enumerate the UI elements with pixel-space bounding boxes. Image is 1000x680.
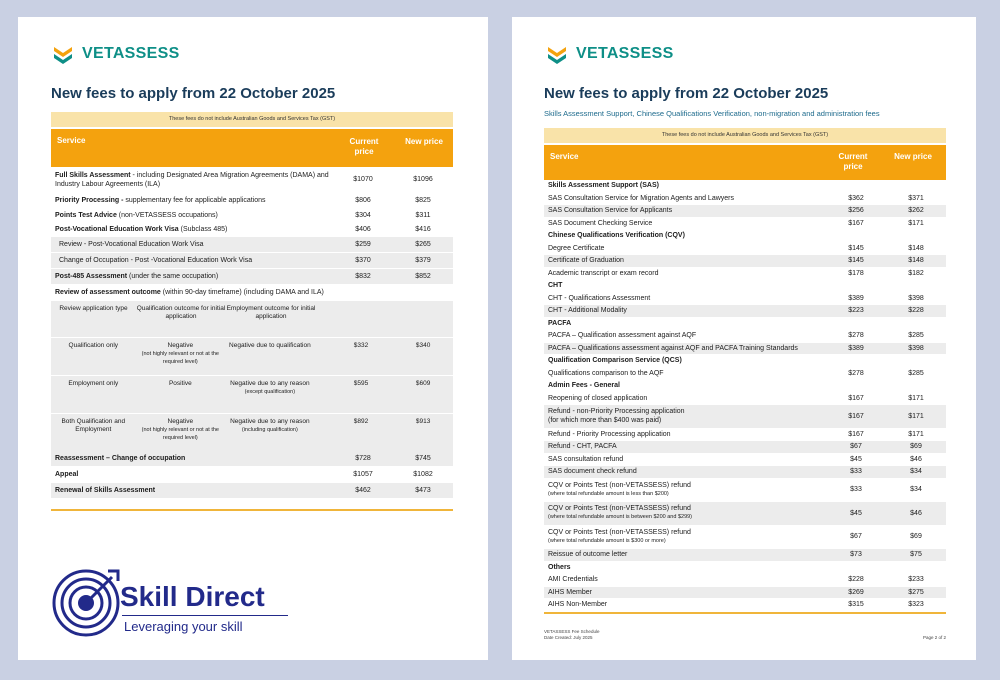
review-type: Both Qualification and Employment [61, 418, 126, 433]
skill-direct-rule [122, 615, 288, 616]
row-service-bold: Post-Vocational Education Work Visa [55, 226, 179, 233]
logo-text: VETASSESS [576, 45, 674, 62]
row-new-price: $371 [908, 194, 924, 202]
row-new-price: $825 [415, 196, 431, 204]
table-bottom-rule [544, 612, 946, 614]
review-employment [225, 342, 315, 375]
row-service: Appeal [55, 471, 79, 478]
row-current-price: $167 [848, 219, 864, 227]
row-service-note: (for which more than $400 was paid) [548, 417, 662, 425]
row-service [544, 244, 826, 253]
document-page-1 [18, 17, 488, 660]
row-new-price: $473 [415, 487, 431, 494]
fee-table-page-1 [51, 167, 453, 499]
row-service: Reassessment – Change of occupation [55, 455, 186, 462]
header-new-price: New price [405, 137, 443, 146]
row-new-price: $148 [908, 244, 924, 252]
review-employment-note: (including qualification) [241, 427, 298, 433]
table-group-row [544, 380, 946, 393]
row-new-price: $171 [908, 412, 924, 420]
row-current-price: $33 [850, 486, 862, 494]
row-service-note: (where total refundable amount is between $200 and $299) [548, 514, 693, 521]
row-new-price: $285 [908, 369, 924, 377]
row-service-text: Refund - non-Priority Processing application [548, 408, 685, 416]
row-new-price: $75 [910, 551, 922, 559]
row-service [51, 288, 333, 297]
row-service-text: CHT - Qualifications Assessment [548, 294, 651, 302]
review-current-price: $332 [353, 342, 369, 349]
row-new-price: $852 [415, 273, 431, 280]
review-new-price: $609 [415, 380, 431, 387]
table-row [51, 237, 453, 253]
vetassess-logo [52, 43, 180, 65]
row-current-price: $406 [355, 226, 371, 233]
row-service: Renewal of Skills Assessment [55, 487, 156, 494]
row-service-text: CQV or Points Test (non-VETASSESS) refund [548, 481, 691, 489]
table-row [544, 587, 946, 600]
review-new-price: $340 [415, 342, 431, 349]
row-service-bold: Points Test Advice [55, 211, 117, 219]
review-employment-outcome: Negative due to qualification [229, 342, 311, 349]
review-header-2: Qualification outcome for initial application [136, 305, 226, 320]
review-type: Qualification only [68, 342, 119, 349]
row-service-text: Change of Occupation - Post -Vocational Education Work Visa [59, 257, 253, 264]
row-service-bold: Review of assessment outcome [55, 289, 161, 296]
group-title: Others [548, 563, 571, 571]
review-employment [225, 380, 315, 413]
row-service-bold: Post-485 Assessment [55, 273, 128, 280]
page-title: New fees to apply from 22 October 2025 [544, 85, 829, 102]
row-service-text: SAS Document Checking Service [548, 219, 653, 227]
table-row [544, 193, 946, 206]
row-service-text: - including Designated Area Migration Agreements (DAMA) and Industry Labour Agreements (ILA) [55, 171, 329, 188]
review-qualification [136, 418, 226, 451]
row-current-price: $1070 [353, 176, 373, 183]
row-service-text: SAS document check refund [548, 468, 637, 476]
row-service-text: Refund - CHT, PACFA [548, 443, 617, 451]
row-current-price: $832 [355, 273, 371, 280]
row-current-price: $45 [850, 509, 862, 517]
table-row [544, 393, 946, 406]
fee-table-page-2 [544, 180, 946, 614]
row-service-note: (where total refundable amount is less than $200) [548, 490, 669, 497]
table-row [51, 223, 453, 237]
row-service [544, 430, 826, 439]
table-row [544, 429, 946, 442]
row-service-text: SAS consultation refund [548, 455, 624, 463]
row-service [544, 219, 826, 228]
table-row [544, 343, 946, 356]
table-row [544, 441, 946, 454]
table-row [544, 502, 946, 526]
table-row [51, 285, 453, 301]
row-current-price: $462 [355, 487, 371, 494]
review-employment-outcome: Negative due to any reason [230, 380, 310, 387]
row-service-text: Refund - Priority Processing application [548, 430, 671, 438]
row-service [544, 504, 826, 522]
row-service [544, 600, 826, 609]
row-service-text: Degree Certificate [548, 244, 605, 252]
row-current-price: $1057 [353, 471, 373, 478]
row-new-price: $398 [908, 294, 924, 302]
row-new-price: $1096 [413, 176, 433, 183]
row-service-text: SAS Consultation Service for Applicants [548, 207, 673, 215]
row-current-price: $278 [848, 369, 864, 377]
table-row [544, 268, 946, 281]
review-qualification-outcome: Positive [168, 380, 192, 387]
row-new-price: $233 [908, 576, 924, 584]
row-service-text: Review - Post-Vocational Education Work Visa [59, 241, 204, 248]
review-subheader [51, 301, 453, 337]
row-current-price: $33 [850, 468, 862, 476]
vetassess-logo [546, 43, 674, 65]
review-qualification [136, 380, 226, 413]
row-service-text: Qualifications comparison to the AQF [548, 369, 664, 377]
row-service-text: (within 90-day timeframe) (including DAMA and ILA) [160, 289, 324, 296]
row-current-price: $806 [355, 196, 371, 204]
row-current-price: $167 [848, 412, 864, 420]
footer-date: Date Created: July 2025 [544, 635, 593, 640]
review-qualification-outcome: Negative [167, 418, 194, 425]
row-service [51, 256, 333, 265]
row-new-price: $171 [908, 394, 924, 402]
row-current-price: $370 [355, 257, 371, 264]
row-service-text: (under the same occupation) [127, 273, 219, 280]
row-service [544, 306, 826, 315]
table-row [51, 451, 453, 467]
header-service: Service [57, 136, 86, 145]
table-row [544, 599, 946, 612]
row-service [544, 481, 826, 499]
review-current-price: $595 [353, 380, 369, 387]
table-group-row [544, 180, 946, 193]
table-group-row [544, 280, 946, 293]
row-new-price: $171 [908, 430, 924, 438]
table-group-row [544, 318, 946, 331]
row-new-price: $262 [908, 207, 924, 215]
row-current-price: $278 [848, 332, 864, 340]
row-service-text: (non-VETASSESS occupations) [116, 211, 218, 219]
row-new-price: $34 [910, 486, 922, 494]
row-new-price: $745 [415, 455, 431, 462]
row-new-price: $228 [908, 307, 924, 315]
footer-left [544, 629, 599, 641]
row-current-price: $389 [848, 344, 864, 352]
review-employment-outcome: Negative due to any reason [230, 418, 310, 425]
table-group-row [544, 230, 946, 243]
review-new-price: $913 [415, 418, 431, 425]
group-title: Skills Assessment Support (SAS) [548, 182, 659, 190]
table-header [544, 145, 946, 180]
header-current-price: Current price [349, 137, 379, 156]
row-current-price: $145 [848, 244, 864, 252]
row-new-price: $148 [908, 257, 924, 265]
table-row [51, 467, 453, 483]
row-service-text: CHT - Additional Modality [548, 307, 627, 315]
row-service-text: AIHS Member [548, 588, 592, 596]
review-employment [225, 418, 315, 451]
row-service-text: PACFA – Qualifications assessment against AQF and PACFA Training Standards [548, 344, 798, 352]
group-title: Admin Fees - General [548, 382, 620, 390]
row-service-text: (Subclass 485) [178, 226, 228, 233]
table-row [544, 549, 946, 562]
logo-text: VETASSESS [82, 45, 180, 62]
table-row [544, 205, 946, 218]
review-qualification-outcome: Negative [167, 342, 194, 349]
row-new-price: $1082 [413, 471, 433, 478]
row-new-price: $416 [415, 226, 431, 233]
table-bottom-rule [51, 509, 453, 511]
row-service [51, 225, 333, 234]
row-service [544, 206, 826, 215]
row-service [544, 394, 826, 403]
review-type: Employment only [68, 380, 119, 387]
table-row [544, 574, 946, 587]
row-current-price: $315 [848, 601, 864, 609]
review-header-3: Employment outcome for initial application [226, 305, 316, 320]
row-service [544, 407, 826, 425]
row-service [51, 272, 333, 281]
gst-note: These fees do not include Australian Goods and Services Tax (GST) [51, 112, 453, 127]
group-title: Chinese Qualifications Verification (CQV) [548, 232, 685, 240]
row-current-price: $167 [848, 394, 864, 402]
table-group-row [544, 355, 946, 368]
table-row [51, 167, 453, 193]
table-row [51, 269, 453, 285]
row-service [544, 269, 826, 278]
row-current-price: $728 [355, 455, 371, 462]
row-current-price: $145 [848, 257, 864, 265]
table-row [544, 368, 946, 381]
review-row [51, 375, 453, 413]
row-new-price: $275 [908, 588, 924, 596]
row-service-text: Academic transcript or exam record [548, 269, 659, 277]
row-service-text: Reissue of outcome letter [548, 551, 628, 559]
review-current-price: $892 [353, 418, 369, 425]
row-current-price: $73 [850, 551, 862, 559]
row-service [544, 369, 826, 378]
row-new-price: $46 [910, 509, 922, 517]
row-new-price: $69 [910, 443, 922, 451]
header-current-price: Current price [838, 152, 868, 171]
row-service [544, 550, 826, 559]
row-new-price: $46 [910, 455, 922, 463]
row-service [51, 196, 333, 205]
row-service [544, 294, 826, 303]
row-service [544, 467, 826, 476]
table-row [544, 293, 946, 306]
vetassess-chevron-icon [52, 43, 74, 65]
table-row [544, 466, 946, 479]
header-service: Service [550, 152, 579, 161]
row-service [51, 240, 333, 249]
review-header-1: Review application type [59, 305, 128, 312]
skill-direct-text [52, 565, 292, 645]
row-service [51, 211, 333, 220]
table-row [544, 255, 946, 268]
row-new-price: $171 [908, 219, 924, 227]
row-service [544, 588, 826, 597]
row-current-price: $223 [848, 307, 864, 315]
row-service [544, 331, 826, 340]
row-service-text: AMI Credentials [548, 576, 598, 584]
row-service [544, 256, 826, 265]
table-row [544, 243, 946, 256]
row-current-price: $256 [848, 207, 864, 215]
row-current-price: $389 [848, 294, 864, 302]
table-header [51, 129, 453, 167]
row-service [544, 194, 826, 203]
row-current-price: $259 [355, 241, 371, 248]
row-new-price: $265 [415, 241, 431, 248]
review-employment-note: (except qualification) [244, 389, 296, 395]
row-service-text: supplementary fee for applicable applications [123, 196, 266, 204]
table-row [51, 193, 453, 208]
table-row [544, 526, 946, 550]
row-current-price: $45 [850, 455, 862, 463]
row-current-price: $362 [848, 194, 864, 202]
row-new-price: $323 [908, 601, 924, 609]
table-row [544, 330, 946, 343]
review-qualification-note: (not highly relevant or not at the required level) [141, 351, 219, 365]
row-current-price: $67 [850, 443, 862, 451]
row-service-text: Reopening of closed application [548, 394, 648, 402]
row-new-price: $182 [908, 269, 924, 277]
document-page-2 [512, 17, 976, 660]
row-service-text: AIHS Non-Member [548, 601, 608, 609]
row-new-price: $379 [415, 257, 431, 264]
row-service-text: CQV or Points Test (non-VETASSESS) refund [548, 528, 691, 536]
row-service [544, 442, 826, 451]
gst-note: These fees do not include Australian Goods and Services Tax (GST) [544, 128, 946, 143]
row-current-price: $167 [848, 430, 864, 438]
row-service [544, 528, 826, 546]
row-service-text: Certificate of Graduation [548, 257, 624, 265]
row-service [544, 575, 826, 584]
row-service [51, 171, 333, 189]
row-service-note: (where total refundable amount is $300 or more) [548, 537, 666, 544]
table-row [544, 218, 946, 231]
row-current-price: $304 [355, 211, 371, 219]
table-row [51, 253, 453, 269]
table-row [544, 405, 946, 429]
row-new-price: $398 [908, 344, 924, 352]
row-service-text: PACFA – Qualification assessment against AQF [548, 332, 697, 340]
header-new-price: New price [894, 152, 932, 161]
row-service [544, 344, 826, 353]
review-row [51, 413, 453, 451]
table-row [544, 454, 946, 467]
row-current-price: $67 [850, 533, 862, 541]
row-service-bold: Full Skills Assessment [55, 171, 131, 179]
row-service [544, 455, 826, 464]
review-qualification [136, 342, 226, 375]
table-row [51, 483, 453, 499]
group-title: Qualification Comparison Service (QCS) [548, 357, 682, 365]
group-title: PACFA [548, 319, 572, 327]
table-row [544, 305, 946, 318]
row-current-price: $228 [848, 576, 864, 584]
table-row [544, 479, 946, 503]
page-title: New fees to apply from 22 October 2025 [51, 85, 336, 102]
group-title: CHT [548, 282, 563, 290]
row-service-bold: Priority Processing - [55, 196, 124, 204]
row-new-price: $69 [910, 533, 922, 541]
page-subtitle: Skills Assessment Support, Chinese Qualifications Verification, non-migration and administration fees [544, 109, 880, 118]
row-new-price: $311 [415, 211, 431, 219]
review-qualification-note: (not highly relevant or not at the required level) [141, 427, 219, 441]
skill-direct-tagline: Leveraging your skill [124, 619, 243, 634]
row-new-price: $34 [910, 468, 922, 476]
row-current-price: $178 [848, 269, 864, 277]
table-row [51, 208, 453, 223]
footer-schedule: VETASSESS Fee Schedule [544, 629, 600, 634]
footer-page-number: Page 2 of 2 [922, 635, 946, 640]
row-new-price: $285 [908, 332, 924, 340]
skill-direct-name: Skill Direct [120, 581, 265, 612]
review-row [51, 337, 453, 375]
table-group-row [544, 562, 946, 575]
row-service-text: CQV or Points Test (non-VETASSESS) refund [548, 505, 691, 513]
row-service-text: SAS Consultation Service for Migration Agents and Lawyers [548, 194, 734, 202]
row-current-price: $269 [848, 588, 864, 596]
vetassess-chevron-icon [546, 43, 568, 65]
